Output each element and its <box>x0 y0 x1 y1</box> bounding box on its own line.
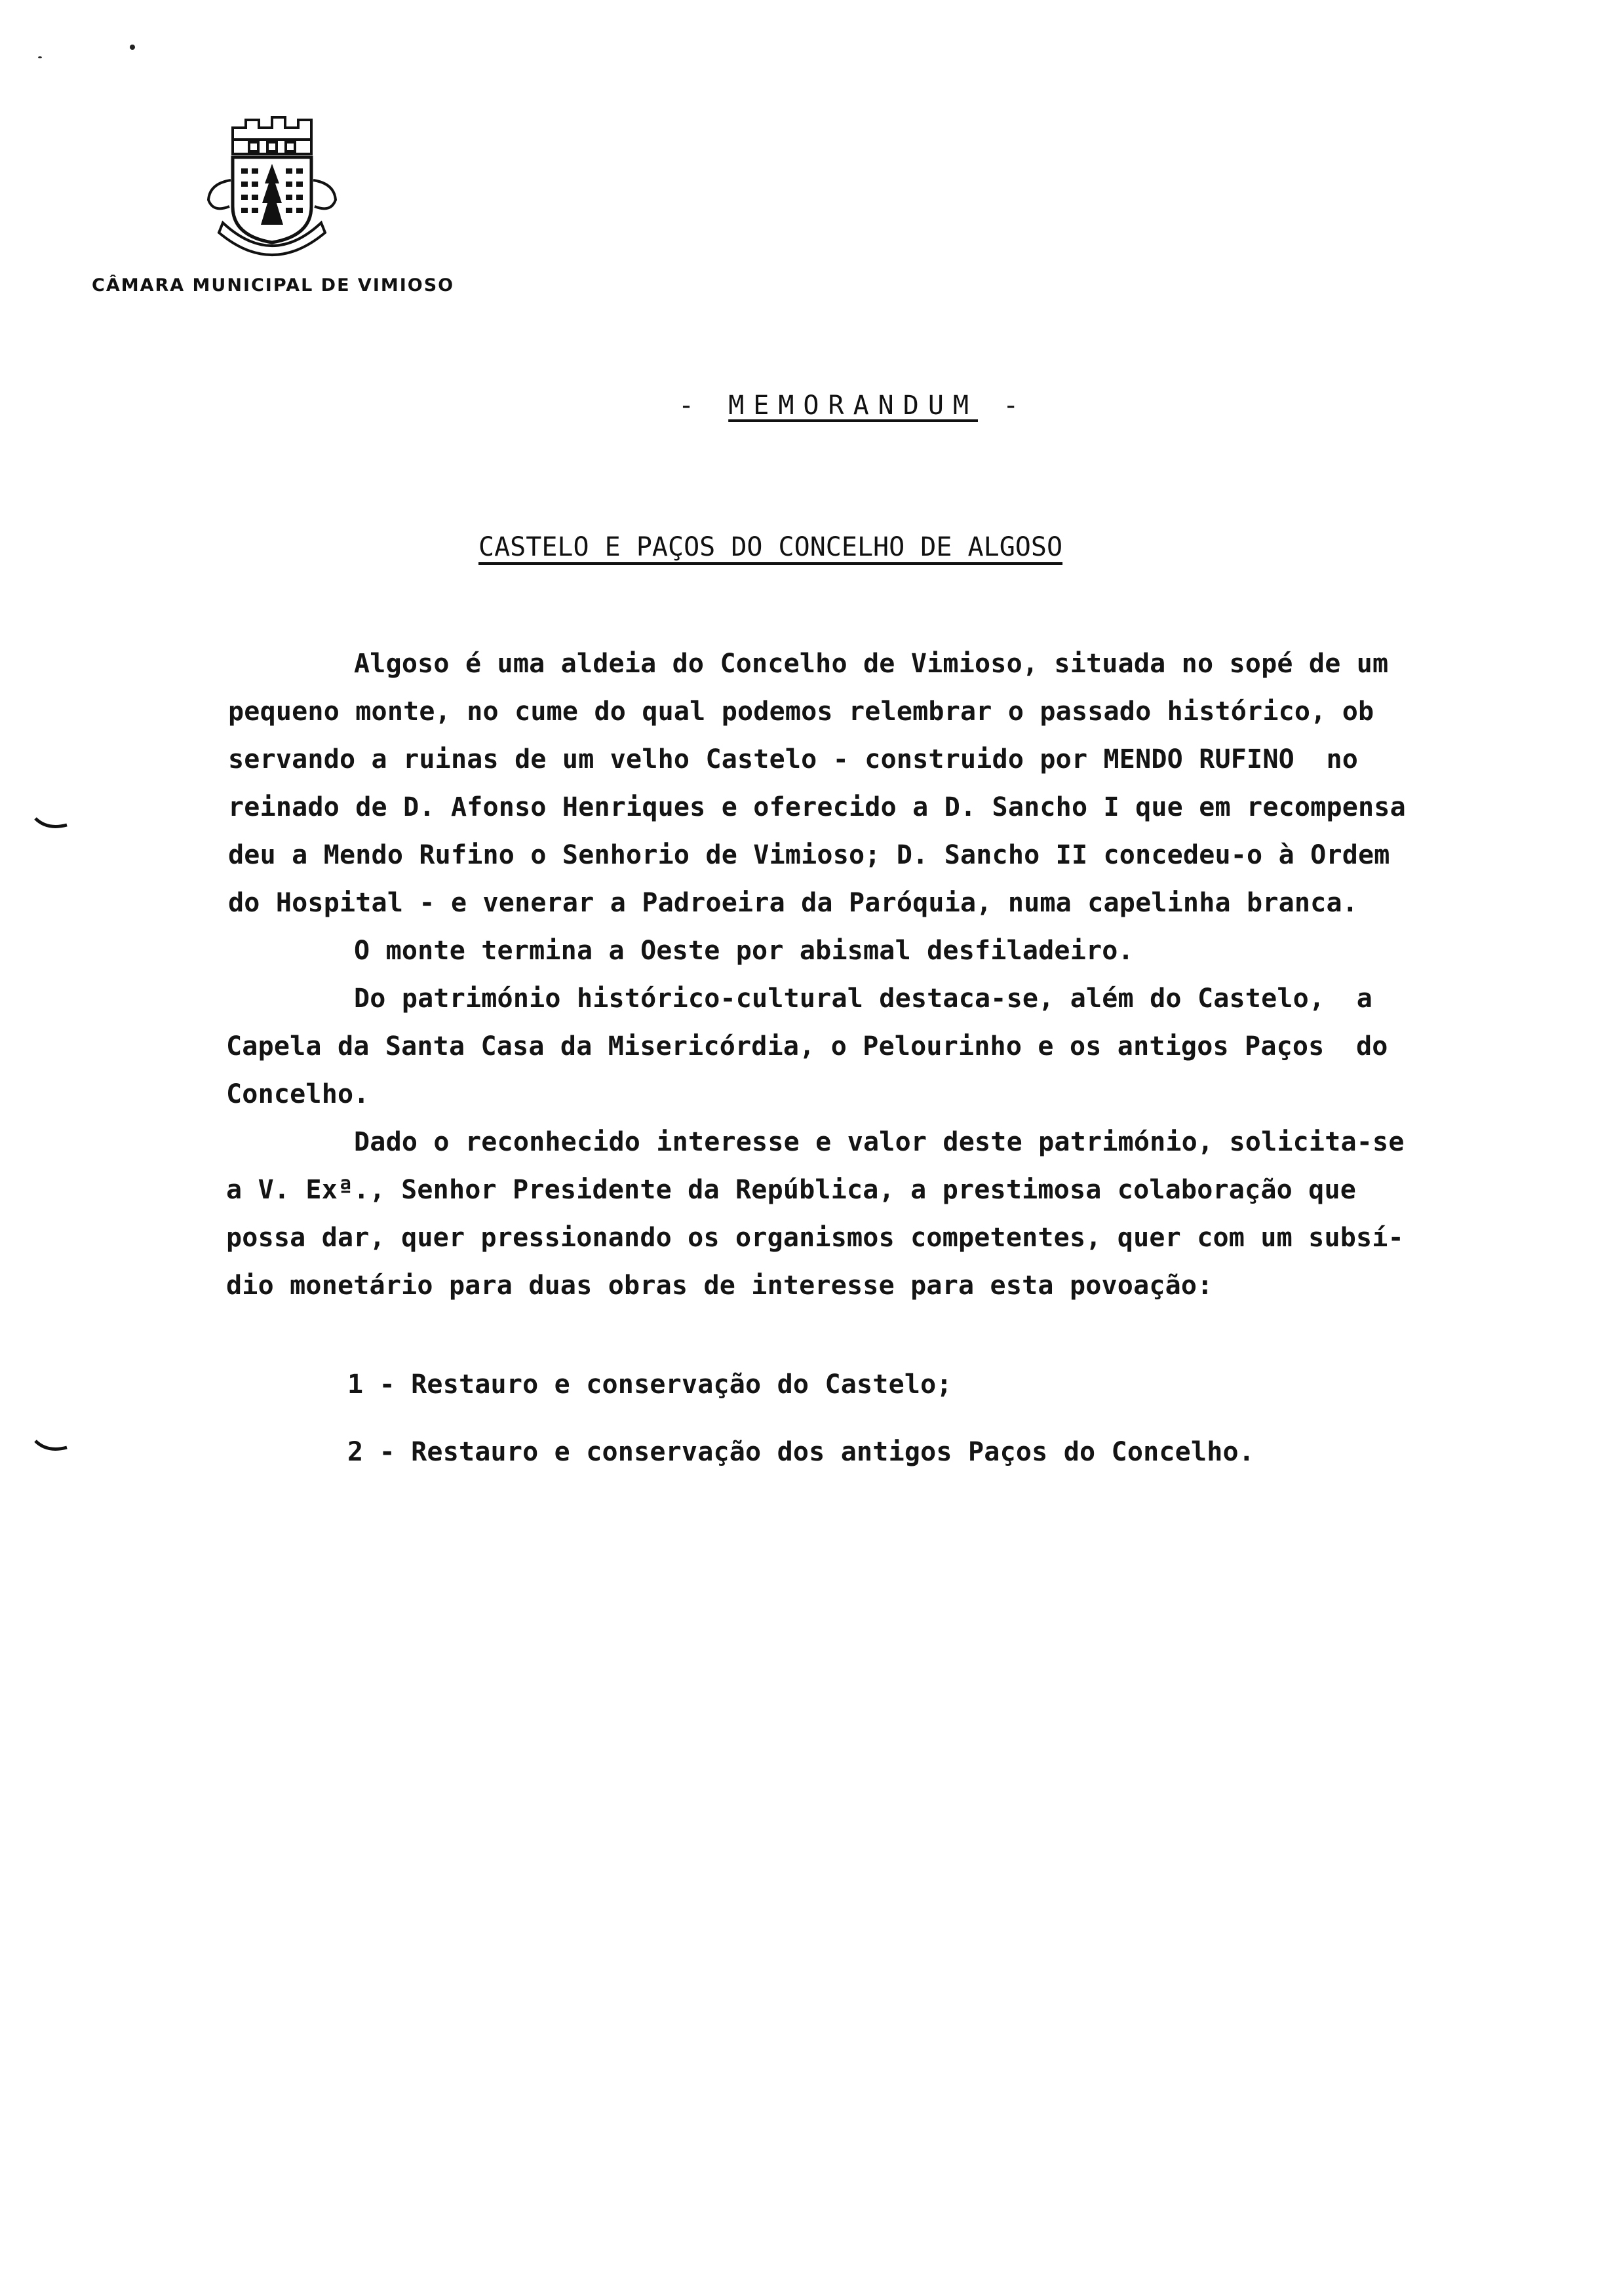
body-line: Algoso é uma aldeia do Concelho de Vimioso, situada no sopé de um <box>354 649 1389 679</box>
body-line: O monte termina a Oeste por abismal desfiladeiro. <box>354 936 1134 966</box>
coat-of-arms-icon <box>197 108 347 265</box>
body-line: reinado de D. Afonso Henriques e oferecido a D. Sancho I que em recompensa <box>228 792 1406 822</box>
institution-name: CÂMARA MUNICIPAL DE VIMIOSO <box>92 275 455 296</box>
hole-punch-mark-icon <box>33 816 72 835</box>
body-line: Concelho. <box>226 1079 370 1109</box>
scan-speck <box>38 56 42 58</box>
body-line: Dado o reconhecido interesse e valor deste património, solicita-se <box>354 1127 1405 1157</box>
title-text: MEMORANDUM <box>728 391 979 421</box>
hole-punch-mark-icon <box>33 1438 72 1458</box>
body-line: servando a ruinas de um velho Castelo - construido por MENDO RUFINO no <box>228 744 1359 775</box>
subject-heading: CASTELO E PAÇOS DO CONCELHO DE ALGOSO <box>478 532 1063 562</box>
body-line: dio monetário para duas obras de interesse para esta povoação: <box>226 1271 1213 1301</box>
list-item: 2 - Restauro e conservação dos antigos Paços do Concelho. <box>347 1437 1255 1467</box>
body-line: Do património histórico-cultural destaca-se, além do Castelo, a <box>354 984 1373 1014</box>
memorandum-title <box>678 391 1028 421</box>
body-line: deu a Mendo Rufino o Senhorio de Vimioso; D. Sancho II concedeu-o à Ordem <box>228 840 1390 870</box>
list-item: 1 - Restauro e conservação do Castelo; <box>347 1369 952 1400</box>
scan-speck <box>130 45 135 50</box>
body-line: Capela da Santa Casa da Misericórdia, o Pelourinho e os antigos Paços do <box>226 1031 1388 1062</box>
body-line: pequeno monte, no cume do qual podemos relembrar o passado histórico, ob <box>228 697 1374 727</box>
body-line: possa dar, quer pressionando os organismos competentes, quer com um subsí- <box>226 1223 1404 1253</box>
title-dash-left: - <box>678 391 704 421</box>
body-line: do Hospital - e venerar a Padroeira da Paróquia, numa capelinha branca. <box>228 888 1359 918</box>
title-dash-right: - <box>1003 391 1028 421</box>
body-line: a V. Exª., Senhor Presidente da República, a prestimosa colaboração que <box>226 1175 1357 1205</box>
